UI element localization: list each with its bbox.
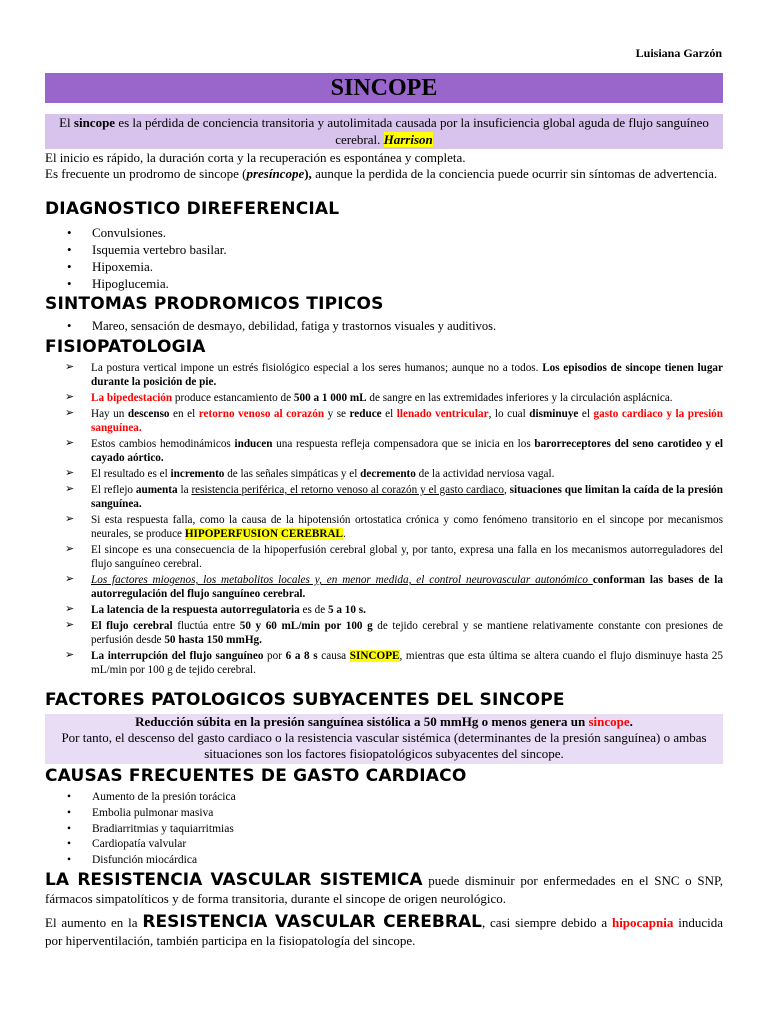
- definition-text: es la pérdida de conciencia transitoria y autolimitada causada por la insuficiencia global aguda de flujo sanguíneo cerebral.: [115, 115, 709, 147]
- list-item: ➢ La postura vertical impone un estrés fisiológico especial a los seres humanos; aunque no a todos. Los episodios de sincope tienen lugar durante la posición de pie.: [45, 361, 723, 389]
- list-item: ➢ El flujo cerebral fluctúa entre 50 y 60 mL/min por 100 g de tejido cerebral y se mantiene relativamente constante con presiones de perfusión desde 50 hasta 150 mmHg.: [45, 619, 723, 647]
- resistencia-cerebral-paragraph: El aumento en la RESISTENCIA VASCULAR CEREBRAL, casi siempre debido a hipocapnia inducida por hiperventilación, también participa en la fisiopatología del sincope.: [45, 912, 724, 948]
- list-item: • Convulsiones.: [45, 224, 227, 241]
- list-item: ➢ La latencia de la respuesta autorregulatoria es de 5 a 10 s.: [45, 603, 723, 617]
- factores-bold-line: Reducción súbita en la presión sanguínea sistólica a 50 mmHg o menos genera un sincope.: [135, 714, 633, 729]
- section-heading-fisiopatologia: FISIOPATOLOGIA: [45, 337, 206, 357]
- intro-line: Es frecuente un prodromo de sincope (presíncope), aunque la perdida de la conciencia puede ocurrir sin síntomas de advertencia.: [45, 166, 718, 181]
- author-name: Luisiana Garzón: [635, 46, 722, 60]
- definition-term: sincope: [73, 115, 116, 130]
- list-item: ➢ Estos cambios hemodinámicos inducen una respuesta refleja compensadora que se inicia en los barorreceptores del seno carotideo y el cayado aórtico.: [45, 437, 723, 465]
- intro-line: El inicio es rápido, la duración corta y la recuperación es espontánea y completa.: [45, 150, 466, 165]
- section-heading-sintomas: SINTOMAS PRODROMICOS TIPICOS: [45, 294, 384, 314]
- factores-box: [45, 714, 723, 764]
- list-item: • Cardiopatía valvular: [45, 837, 236, 853]
- causas-list: [45, 790, 236, 869]
- list-item: ➢ La bipedestación produce estancamiento de 500 a 1 000 mL de sangre en las extremidades inferiores y la circulación asplácnica.: [45, 391, 723, 405]
- list-item: • Bradiarritmias y taquiarritmias: [45, 822, 236, 838]
- definition-box: [45, 114, 723, 149]
- sintomas-list: [45, 318, 496, 335]
- list-item: • Embolia pulmonar masiva: [45, 806, 236, 822]
- section-heading-causas: CAUSAS FRECUENTES DE GASTO CARDIACO: [45, 766, 467, 786]
- list-item: • Hipoglucemia.: [45, 275, 227, 292]
- resistencia-cerebral-title: RESISTENCIA VASCULAR CEREBRAL: [142, 912, 482, 932]
- list-item: • Disfunción miocárdica: [45, 853, 236, 869]
- section-heading-diagnostico: DIAGNOSTICO DIREFERENCIAL: [45, 199, 340, 219]
- resistencia-sistemica-title: LA RESISTENCIA VASCULAR SISTEMICA: [45, 870, 423, 890]
- definition-text: El: [59, 115, 74, 130]
- factores-text: Por tanto, el descenso del gasto cardiaco o la resistencia vascular sistémica (determinantes de la presión sanguínea) o ambas situaciones son los factores fisiopatológicos subyacentes del sincope.: [61, 730, 707, 761]
- page-title: SINCOPE: [45, 73, 723, 103]
- list-item: • Mareo, sensación de desmayo, debilidad, fatiga y trastornos visuales y auditivos.: [45, 318, 496, 335]
- list-item: • Hipoxemia.: [45, 258, 227, 275]
- diagnostico-list: [45, 224, 227, 292]
- intro-paragraph: [45, 150, 723, 182]
- list-item: ➢ La interrupción del flujo sanguíneo por 6 a 8 s causa SINCOPE, mientras que esta última se altera cuando el flujo disminuye hasta 25 mL/min por 100 g de tejido cerebral.: [45, 649, 723, 677]
- list-item: • Isquemia vertebro basilar.: [45, 241, 227, 258]
- section-heading-factores: FACTORES PATOLOGICOS SUBYACENTES DEL SINCOPE: [45, 690, 565, 710]
- list-item: ➢ El resultado es el incremento de las señales simpáticas y el decremento de la actividad nerviosa vagal.: [45, 467, 723, 481]
- list-item: • Aumento de la presión torácica: [45, 790, 236, 806]
- definition-source: Harrison: [383, 132, 433, 147]
- list-item: ➢ El sincope es una consecuencia de la hipoperfusión cerebral global y, por tanto, expresa una falla en los mecanismos autorreguladores del flujo sanguíneo cerebral.: [45, 543, 723, 571]
- fisiopatologia-list: [45, 361, 723, 679]
- list-item: ➢ Los factores miogenos, los metabolitos locales y, en menor medida, el control neurovascular autonómico conforman las bases de la autorregulación del flujo sanguíneo cerebral.: [45, 573, 723, 601]
- resistencia-sistemica-paragraph: LA RESISTENCIA VASCULAR SISTEMICA puede disminuir por enfermedades en el SNC o SNP, fármacos simpatolíticos y de forma transitoria, durante el sincope de origen neurológico.: [45, 870, 723, 906]
- list-item: ➢ Hay un descenso en el retorno venoso al corazón y se reduce el llenado ventricular, lo cual disminuye el gasto cardiaco y la presión sanguínea.: [45, 407, 723, 435]
- list-item: ➢ Si esta respuesta falla, como la causa de la hipotensión ortostatica crónica y como fenómeno transitorio en el sincope por mecanismos neurales, se produce HIPOPERFUSION CEREBRAL.: [45, 513, 723, 541]
- list-item: ➢ El reflejo aumenta la resistencia periférica, el retorno venoso al corazón y el gasto cardiaco, situaciones que limitan la caída de la presión sanguínea.: [45, 483, 723, 511]
